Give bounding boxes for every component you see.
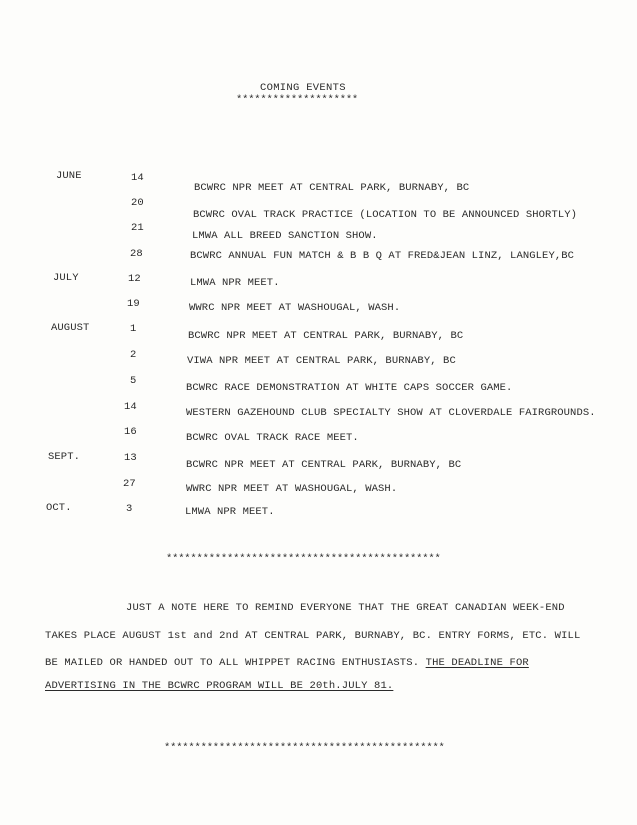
event-day: 2 xyxy=(130,349,137,361)
event-description: BCWRC NPR MEET AT CENTRAL PARK, BURNABY, BC xyxy=(194,182,470,194)
event-description: LMWA NPR MEET. xyxy=(190,277,280,289)
event-description: BCWRC OVAL TRACK PRACTICE (LOCATION TO BE ANNOUNCED SHORTLY) xyxy=(193,209,578,221)
note-line: JUST A NOTE HERE TO REMIND EVERYONE THAT THE GREAT CANADIAN WEEK-END xyxy=(126,602,565,614)
event-day: 27 xyxy=(123,478,136,490)
event-day: 16 xyxy=(124,426,137,438)
separator-stars: ********************************************** xyxy=(164,742,445,754)
event-day: 12 xyxy=(128,273,141,285)
event-month: AUGUST xyxy=(51,322,90,334)
event-description: VIWA NPR MEET AT CENTRAL PARK, BURNABY, BC xyxy=(187,355,456,367)
event-description: LMWA NPR MEET. xyxy=(185,506,275,518)
event-description: WESTERN GAZEHOUND CLUB SPECIALTY SHOW AT CLOVERDALE FAIRGROUNDS. xyxy=(186,407,596,419)
event-day: 21 xyxy=(131,222,144,234)
deadline-notice: ADVERTISING IN THE BCWRC PROGRAM WILL BE 20th.JULY 81. xyxy=(45,680,394,692)
event-day: 28 xyxy=(130,248,143,260)
event-day: 3 xyxy=(126,503,133,515)
event-description: BCWRC RACE DEMONSTRATION AT WHITE CAPS SOCCER GAME. xyxy=(186,382,513,394)
note-line xyxy=(45,657,529,669)
separator-stars: ********************************************* xyxy=(166,553,441,565)
event-day: 14 xyxy=(131,172,144,184)
event-day: 5 xyxy=(130,375,137,387)
event-description: WWRC NPR MEET AT WASHOUGAL, WASH. xyxy=(186,483,398,495)
title-underline-stars: ******************** xyxy=(236,94,359,106)
event-description: BCWRC NPR MEET AT CENTRAL PARK, BURNABY, BC xyxy=(188,330,464,342)
event-day: 13 xyxy=(124,452,137,464)
event-description: WWRC NPR MEET AT WASHOUGAL, WASH. xyxy=(189,302,401,314)
note-line: TAKES PLACE AUGUST 1st and 2nd AT CENTRAL PARK, BURNABY, BC. ENTRY FORMS, ETC. WILL xyxy=(45,630,581,642)
event-month: SEPT. xyxy=(48,451,81,463)
event-day: 19 xyxy=(127,298,140,310)
event-month: JULY xyxy=(53,272,79,284)
event-description: BCWRC NPR MEET AT CENTRAL PARK, BURNABY, BC xyxy=(186,459,462,471)
event-description: BCWRC ANNUAL FUN MATCH & B B Q AT FRED&JEAN LINZ, LANGLEY,BC xyxy=(190,250,575,262)
event-day: 1 xyxy=(130,323,137,335)
event-month: JUNE xyxy=(56,170,82,182)
event-month: OCT. xyxy=(46,502,72,514)
event-day: 14 xyxy=(124,401,137,413)
event-description: BCWRC OVAL TRACK RACE MEET. xyxy=(186,432,359,444)
note-text: BE MAILED OR HANDED OUT TO ALL WHIPPET RACING ENTHUSIASTS. xyxy=(45,657,426,669)
event-day: 20 xyxy=(131,197,144,209)
deadline-notice: THE DEADLINE FOR xyxy=(425,657,529,669)
event-description: LMWA ALL BREED SANCTION SHOW. xyxy=(192,230,378,242)
page-title: COMING EVENTS xyxy=(260,82,346,94)
